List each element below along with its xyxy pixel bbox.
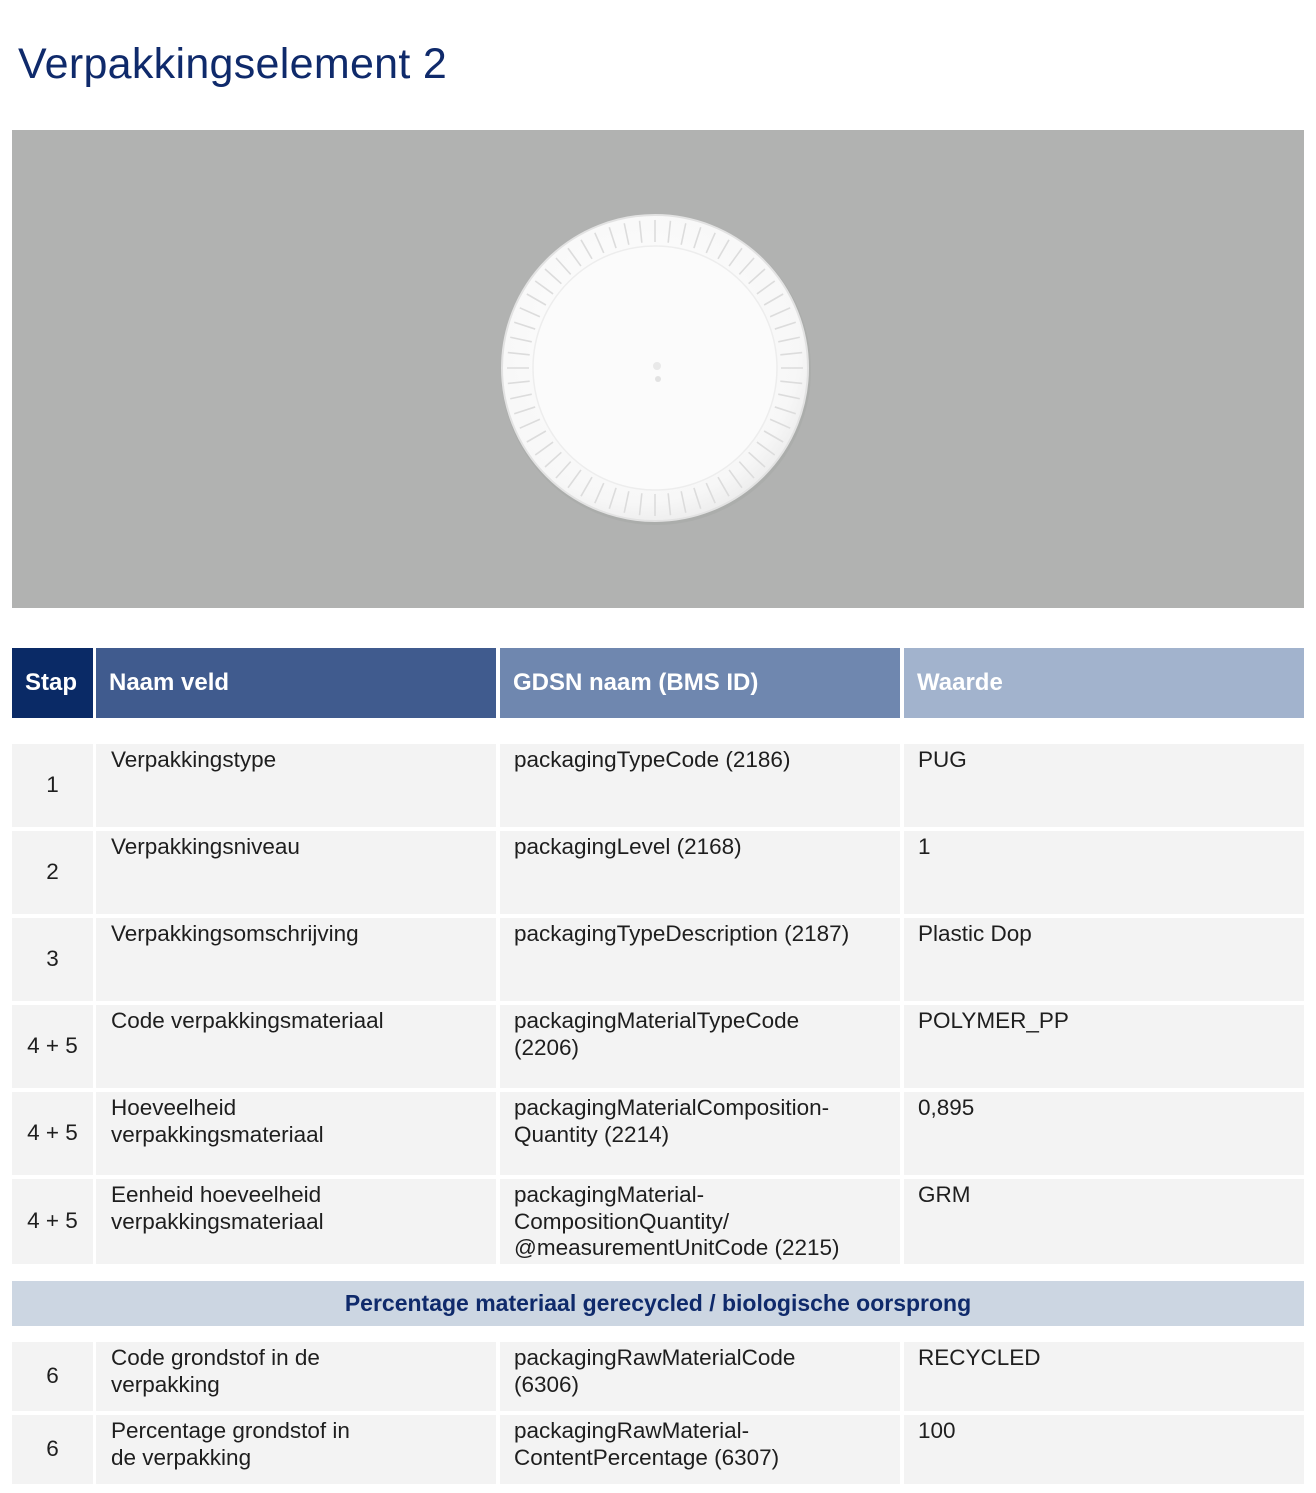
- cell-naam-veld: Verpakkingstype: [96, 744, 496, 827]
- cell-naam-veld: Verpakkingsomschrijving: [96, 918, 496, 1001]
- header-stap: Stap: [12, 648, 93, 718]
- cell-gdsn-naam: packagingMaterialComposition- Quantity (2214): [500, 1092, 900, 1175]
- cell-stap: 4 + 5: [12, 1179, 93, 1264]
- cell-naam-veld: Percentage grondstof in de verpakking: [96, 1415, 496, 1484]
- cell-waarde: RECYCLED: [904, 1342, 1304, 1411]
- table-row: [12, 1092, 1304, 1175]
- cell-waarde: Plastic Dop: [904, 918, 1304, 1001]
- table-row: [12, 831, 1304, 914]
- cell-stap: 6: [12, 1342, 93, 1411]
- product-photo: [12, 130, 1304, 608]
- cell-waarde: GRM: [904, 1179, 1304, 1264]
- cell-gdsn-naam: packagingTypeCode (2186): [500, 744, 900, 827]
- table-row: [12, 1415, 1304, 1484]
- cell-waarde: 0,895: [904, 1092, 1304, 1175]
- cell-naam-veld: Eenheid hoeveelheid verpakkingsmateriaal: [96, 1179, 496, 1264]
- cell-naam-veld: Code verpakkingsmateriaal: [96, 1005, 496, 1088]
- cell-naam-veld: Hoeveelheid verpakkingsmateriaal: [96, 1092, 496, 1175]
- cell-stap: 4 + 5: [12, 1092, 93, 1175]
- cell-gdsn-naam: packagingRawMaterialCode (6306): [500, 1342, 900, 1411]
- cell-naam-veld: Code grondstof in de verpakking: [96, 1342, 496, 1411]
- cell-gdsn-naam: packagingMaterial- CompositionQuantity/ @measurementUnitCode (2215): [500, 1179, 900, 1264]
- cell-stap: 1: [12, 744, 93, 827]
- cell-stap: 6: [12, 1415, 93, 1484]
- cell-gdsn-naam: packagingTypeDescription (2187): [500, 918, 900, 1001]
- header-waarde: Waarde: [904, 648, 1304, 718]
- table-row: [12, 744, 1304, 827]
- cell-waarde: PUG: [904, 744, 1304, 827]
- cell-waarde: 1: [904, 831, 1304, 914]
- section-heading: Percentage materiaal gerecycled / biologische oorsprong: [12, 1281, 1304, 1326]
- cell-waarde: 100: [904, 1415, 1304, 1484]
- page-title: Verpakkingselement 2: [18, 40, 448, 88]
- plastic-cap-image: [12, 130, 1304, 608]
- cell-naam-veld: Verpakkingsniveau: [96, 831, 496, 914]
- header-gdsn-naam: GDSN naam (BMS ID): [500, 648, 900, 718]
- cell-gdsn-naam: packagingMaterialTypeCode (2206): [500, 1005, 900, 1088]
- cell-stap: 4 + 5: [12, 1005, 93, 1088]
- cell-waarde: POLYMER_PP: [904, 1005, 1304, 1088]
- header-naam-veld: Naam veld: [96, 648, 496, 718]
- table-row: [12, 1342, 1304, 1411]
- table-row: [12, 1179, 1304, 1264]
- cell-stap: 3: [12, 918, 93, 1001]
- cell-gdsn-naam: packagingRawMaterial- ContentPercentage (6307): [500, 1415, 900, 1484]
- cell-stap: 2: [12, 831, 93, 914]
- table-row: [12, 918, 1304, 1001]
- cell-gdsn-naam: packagingLevel (2168): [500, 831, 900, 914]
- table-row: [12, 1005, 1304, 1088]
